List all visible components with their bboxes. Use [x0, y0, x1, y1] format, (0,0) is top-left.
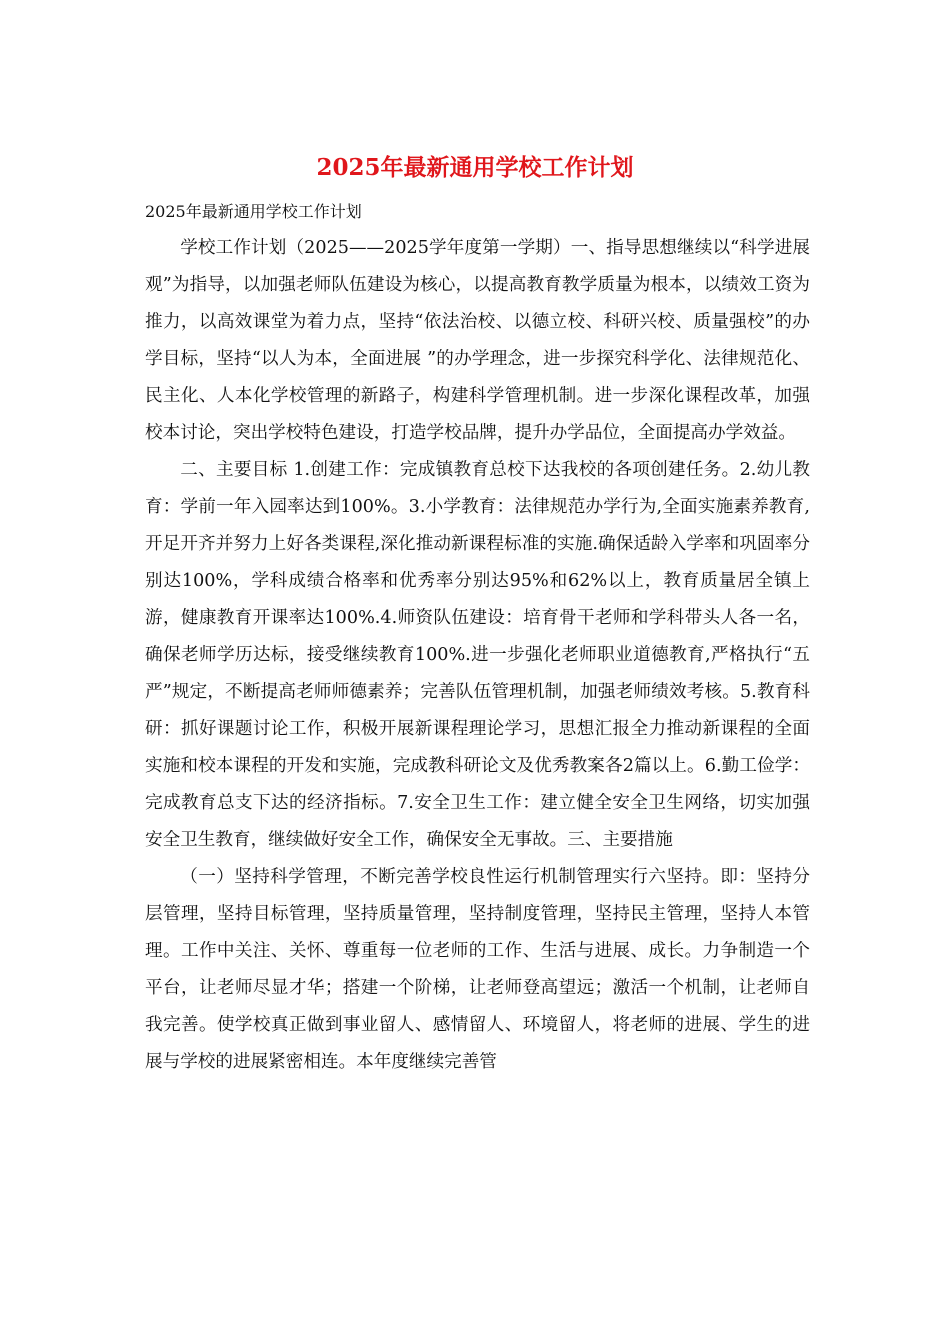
document-subtitle: 2025年最新通用学校工作计划	[145, 202, 362, 221]
paragraph-scientific-management: （一）坚持科学管理，不断完善学校良性运行机制管理实行六坚持。即：坚持分层管理，坚持目标管理，坚持质量管理，坚持制度管理，坚持民主管理，坚持人本管理。工作中关注、关怀、尊重每一位老师的工作、生活与进展、成长。力争制造一个平台，让老师尽显才华；搭建一个阶梯，让老师登高望远；激活一个机制，让老师自我完善。使学校真正做到事业留人、感情留人、环境留人，将老师的进展、学生的进展与学校的进展紧密相连。本年度继续完善管	[145, 867, 810, 1072]
document-title: 2025年最新通用学校工作计划	[316, 154, 634, 181]
paragraph-guiding-ideology: 学校工作计划（2025——2025学年度第一学期）一、指导思想继续以“科学进展观”为指导，以加强老师队伍建设为核心，以提高教育教学质量为根本，以绩效工资为推力，以高效课堂为着力点，坚持“依法治校、以德立校、科研兴校、质量强校”的办学目标，坚持“以人为本，全面进展 ”的办学理念，进一步探究科学化、法律规范化、民主化、人本化学校管理的新路子，构建科学管理机制。进一步深化课程改革，加强校本讨论，突出学校特色建设，打造学校品牌，提升办学品位，全面提高办学效益。	[145, 238, 810, 443]
paragraph-main-goals: 二、主要目标 1.创建工作：完成镇教育总校下达我校的各项创建任务。2.幼儿教育：学前一年入园率达到100%。3.小学教育：法律规范办学行为,全面实施素养教育,开足开齐并努力上好各类课程,深化推动新课程标准的实施.确保适龄入学率和巩固率分别达100%，学科成绩合格率和优秀率分别达95%和62%以上，教育质量居全镇上游，健康教育开课率达100%.4.师资队伍建设：培育骨干老师和学科带头人各一名，确保老师学历达标，接受继续教育100%.进一步强化老师职业道德教育,严格执行“五严”规定，不断提高老师师德素养；完善队伍管理机制，加强老师绩效考核。5.教育科研：抓好课题讨论工作，积极开展新课程理论学习，思想汇报全力推动新课程的全面实施和校本课程的开发和实施，完成教科研论文及优秀教案各2篇以上。6.勤工俭学：完成教育总支下达的经济指标。7.安全卫生工作：建立健全安全卫生网络，切实加强安全卫生教育，继续做好安全工作，确保安全无事故。三、主要措施	[145, 460, 810, 850]
document-body	[145, 198, 810, 1081]
